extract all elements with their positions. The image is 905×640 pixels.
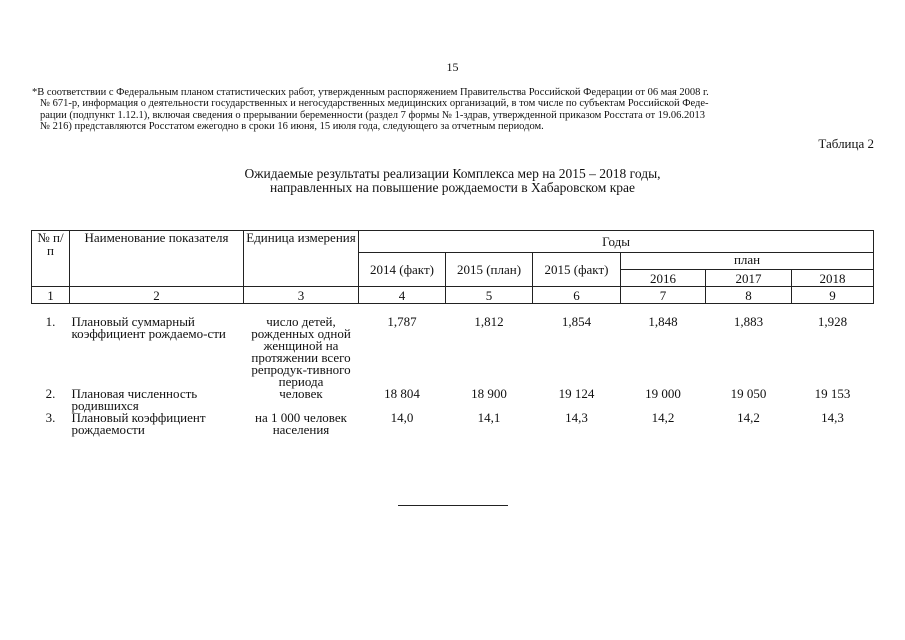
header-2018: 2018 [792, 270, 874, 287]
header-num: № п/п [32, 231, 70, 287]
value-cell: 14,3 [821, 410, 844, 425]
column-numbering-row [32, 287, 874, 304]
value-cell: 14,1 [477, 410, 501, 425]
value-cell: 19 000 [645, 386, 681, 401]
unit-cell: на 1 000 человек населения [255, 410, 347, 437]
footnote-line: № 216) представляются Росстатом ежегодно в сроки 16 июня, 15 июля года, следующего за отчетным периодом. [40, 121, 544, 133]
value-cell: 19 153 [814, 386, 851, 401]
value-cell: 1,854 [561, 314, 592, 329]
footnote-line: рации (подпункт 1.12.1), включая сведения о прерывании беременности (раздел 7 формы № 1-здрав, утвержденной приказом Росстата от 19.06.2013 [40, 109, 705, 121]
value-cell: 14,0 [390, 410, 414, 425]
table-row [32, 412, 874, 436]
value-cell: 18 900 [471, 386, 507, 401]
row-number: 2. [45, 386, 56, 401]
value-cell: 1,812 [474, 314, 504, 329]
column-number: 5 [446, 287, 533, 304]
unit-cell: человек [279, 386, 323, 401]
value-cell: 1,883 [733, 314, 764, 329]
document-title [0, 167, 905, 195]
title-line-1: Ожидаемые результаты реализации Комплекса мер на 2015 – 2018 годы, [244, 166, 661, 181]
title-line-2: направленных на повышение рождаемости в Хабаровском крае [270, 180, 635, 195]
footnote-line: *В соответствии с Федеральным планом статистических работ, утвержденным распоряжением Правительства Российской Федерации от 06 мая 2008 г. [32, 87, 709, 98]
value-cell: 14,2 [737, 410, 760, 425]
table-row [32, 388, 874, 412]
row-number: 1. [45, 314, 56, 329]
value-cell: 1,787 [387, 314, 417, 329]
indicator-name: Плановая численность родившихся [71, 386, 198, 413]
column-number: 4 [359, 287, 446, 304]
header-indicator-name: Наименование показателя [70, 231, 244, 287]
header-2015-plan: 2015 (план) [446, 253, 533, 287]
value-cell: 18 804 [384, 386, 420, 401]
value-cell: 19 124 [558, 386, 595, 401]
column-number: 7 [621, 287, 706, 304]
column-number: 8 [706, 287, 792, 304]
header-2015-fact: 2015 (факт) [533, 253, 621, 287]
column-number: 2 [70, 287, 244, 304]
column-number: 6 [533, 287, 621, 304]
header-years: Годы [359, 231, 874, 253]
footnote [32, 87, 874, 133]
value-cell: 19 050 [730, 386, 767, 401]
indicator-name: Плановый суммарный коэффициент рождаемо-сти [71, 314, 226, 341]
column-number: 9 [792, 287, 874, 304]
value-cell: 1,928 [817, 314, 848, 329]
value-cell: 14,2 [651, 410, 675, 425]
header-2016: 2016 [621, 270, 706, 287]
header-2014-fact: 2014 (факт) [359, 253, 446, 287]
header-plan: план [621, 253, 874, 270]
header-2017: 2017 [706, 270, 792, 287]
header-unit: Единица измерения [244, 231, 359, 287]
row-number: 3. [45, 410, 56, 425]
unit-cell: число детей, рожденных одной женщиной на протяжении всего репродук-тивного периода [251, 314, 351, 389]
table-row [32, 316, 874, 388]
column-number: 1 [32, 287, 70, 304]
end-rule [398, 505, 508, 506]
value-cell: 1,848 [648, 314, 678, 329]
footnote-line: № 671-р, информация о деятельности государственных и негосударственных медицинских организаций, в том числе по субъектам Российской Феде- [40, 98, 709, 110]
indicator-name: Плановый коэффициент рождаемости [71, 410, 206, 437]
column-number: 3 [244, 287, 359, 304]
value-cell: 14,3 [565, 410, 588, 425]
page-number: 15 [446, 60, 459, 74]
table-label: Таблица 2 [818, 136, 874, 151]
results-table [31, 230, 874, 436]
